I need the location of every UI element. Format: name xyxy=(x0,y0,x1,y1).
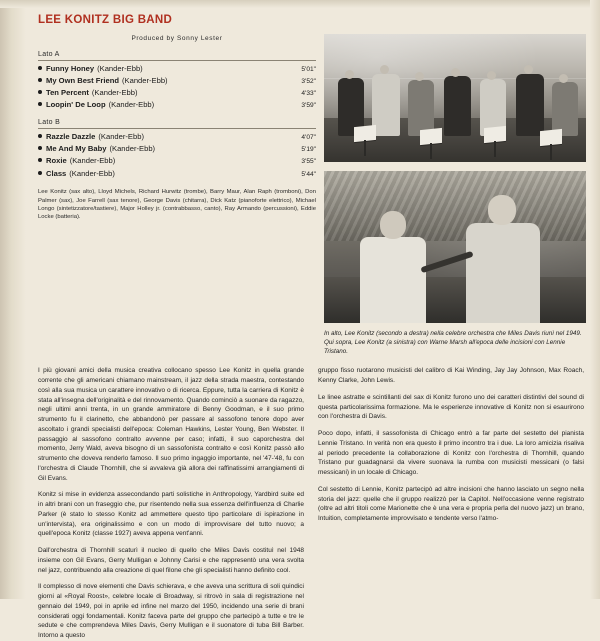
photo-konitz-marsh xyxy=(324,171,586,323)
track-row xyxy=(38,133,316,142)
track-title: Funny Honey xyxy=(46,63,95,73)
bullet-icon xyxy=(38,102,42,106)
photo-figure-right-head xyxy=(488,195,516,225)
body-paragraph: Il complesso di nove elementi che Davis schierava, e che aveva una scrittura di soli quindici giorni al «Royal Roost», celebre locale di Broadway, si ritrovò in sala di registrazione nel gennaio del 1949, poi in aprile ed infine nel marzo del 1950, incidendo una serie di brani considerati oggi fondamentali. Konitz faceva parte del gruppo che partecipò a tutte e tre le sedute e che comprendeva Miles Davis, Gerry Mulligan e il suonatore di tuba Bill Barber. Intorno a questo xyxy=(38,583,304,640)
photo-figure-head xyxy=(487,71,496,80)
track-composer: (Kander-Ebb) xyxy=(91,88,138,98)
top-section xyxy=(30,34,586,356)
body-paragraph: Konitz si mise in evidenza assecondando parti solistiche in Anthropology, Yardbird suite ed in altri brani con un fraseggio che, pur risentendo nella sua essenza dell'influenza di Charlie Parker (è stato lo stesso Konitz ad ammettere questo tipo particolare di ispirazione in un'intervista), era originalissimo e con un modo di improvvisare del tutto nuovo; a quell'epoca Konitz (classe 1927) aveva appena vent'anni. xyxy=(38,491,304,538)
track-duration: 3'55" xyxy=(301,158,316,166)
track-title: Roxie xyxy=(46,156,67,166)
track-row xyxy=(38,170,316,179)
track-title: Me And My Baby xyxy=(46,143,107,153)
liner-notes-body xyxy=(30,366,586,641)
photo-figure-head xyxy=(380,65,389,74)
photo-figure xyxy=(408,80,434,136)
track-row xyxy=(38,89,316,98)
track-duration: 3'59" xyxy=(301,102,316,110)
track-title: My Own Best Friend xyxy=(46,75,119,85)
music-stand-leg xyxy=(430,143,432,159)
track-duration: 5'19" xyxy=(301,145,316,153)
music-stand-leg xyxy=(550,144,552,160)
photo-caption: In alto, Lee Konitz (secondo a destra) nella celebre orchestra che Miles Davis riunì nel 1949. Qui sopra, Lee Konitz (a sinistra) con Warne Marsh all'epoca delle incisioni con Lennie Tristano. xyxy=(324,330,582,356)
track-composer: (Kander-Ebb) xyxy=(108,100,155,110)
track-composer: (Kander-Ebb) xyxy=(69,156,116,166)
page-right-edge-shadow xyxy=(590,0,600,599)
photo-figure xyxy=(444,76,471,136)
track-duration: 3'52" xyxy=(301,77,316,85)
track-duration: 4'33" xyxy=(301,90,316,98)
track-duration: 5'44" xyxy=(301,170,316,178)
track-composer: (Kander-Ebb) xyxy=(98,131,144,141)
body-column-left xyxy=(38,366,304,641)
track-title: Razzle Dazzle xyxy=(46,131,96,141)
side-a-label: Lato A xyxy=(38,51,316,61)
photo-figure-head xyxy=(559,74,568,83)
photo-figure-head xyxy=(451,68,460,77)
photo-figure-head xyxy=(415,72,424,81)
track-composer: (Kander-Ebb) xyxy=(97,63,143,73)
bullet-icon xyxy=(38,78,42,82)
photos-column xyxy=(324,34,586,356)
track-composer: (Kander-Ebb) xyxy=(109,143,156,153)
photo-figure-left xyxy=(360,237,426,323)
page-top-edge-shadow xyxy=(0,0,600,8)
body-paragraph: Dall'orchestra di Thornhill scaturì il nucleo di quello che Miles Davis costituì nel 1948 insieme con Gil Evans, Gerry Mulligan e Johnny Carisi e che rappresentò una vera svolta nel jazz, contribuendo alla creazione di quel filone che gli specialisti hanno definito cool. xyxy=(38,547,304,574)
page-content xyxy=(30,10,586,640)
body-column-right xyxy=(318,366,584,641)
track-duration: 4'07" xyxy=(301,133,316,141)
body-paragraph: Col sestetto di Lennie, Konitz partecipò ad altre incisioni che hanno lasciato un segno nella storia del jazz: quelle che il gruppo realizzò per la Capitol. Nell'occasione venne registrato (oltre ad altri titoli come Marionette che è una vera e propria perla del nuovo jazz) un brano, Intuition, completamente improvvisato e tendente verso l'atmo- xyxy=(318,485,584,523)
track-row xyxy=(38,77,316,86)
bullet-icon xyxy=(38,134,42,138)
track-row xyxy=(38,145,316,154)
photo-foliage xyxy=(324,171,586,241)
photo-figure-right xyxy=(466,223,540,323)
body-paragraph: Le linee astratte e scintillanti del sax di Konitz furono uno dei caratteri distintivi del sound di questa particolarissima formazione. Ma le esperienze innovative di Konitz non si esaurirono con l'orchestra di Davis. xyxy=(318,393,584,421)
bullet-icon xyxy=(38,146,42,150)
photo-miles-davis-orchestra xyxy=(324,34,586,162)
bullet-icon xyxy=(38,171,42,175)
photo-figure-left-head xyxy=(380,211,406,239)
bullet-icon xyxy=(38,158,42,162)
track-duration: 5'01" xyxy=(301,65,316,73)
photo-figure xyxy=(516,74,544,136)
photo-figure-head xyxy=(524,65,533,74)
body-paragraph: gruppo fisso ruotarono musicisti del calibro di Kai Winding, Jay Jay Johnson, Max Roach, Kenny Clarke, John Lewis. xyxy=(318,367,584,385)
side-b-block xyxy=(38,119,316,178)
page-left-edge-shadow xyxy=(0,0,26,599)
side-b-label: Lato B xyxy=(38,119,316,129)
bullet-icon xyxy=(38,90,42,94)
album-title: LEE KONITZ BIG BAND xyxy=(38,14,173,26)
track-title: Class xyxy=(46,168,67,178)
produced-by-credit: Produced by Sonny Lester xyxy=(131,35,223,42)
track-row xyxy=(38,101,316,110)
music-stand-leg xyxy=(494,141,496,157)
photo-figure xyxy=(372,74,400,136)
photo-figure xyxy=(552,82,578,136)
personnel-credits: Lee Konitz (sax alto), Lloyd Michels, Richard Hurwitz (trombe), Barry Maur, Alan Raph (tromboni), Don Palmer (sax), Joe Farrell (sax tenore), George Davis (chitarra), Dick Katz (pianoforte elettrico), Michael Longo (sintetizzatore/tastiere), Major Holley jr. (contrabbasso, canto), Ray Armando (percussioni), Eddie Locke (batteria). xyxy=(38,189,316,221)
body-paragraph: I più giovani amici della musica creativa collocano spesso Lee Konitz in quella grande corrente che gli americani chiamano mainstream, il jazz della strada maestra, contestando così alla sua musica un carattere innovativo o di ricerca. Eppure, tutta la carriera di Konitz è stata all'insegna dell'originalità e del rinnovamento. Quando cominciò a suonare da ragazzo, negli ultimi anni trenta, in un grande ammiratore di Benny Goodman, e il suo primo strumento fu il clarinetto, che abbandonò per passare al sassofono tenore dopo aver ascoltato i grandi specialisti dell'epoca: Coleman Hawkins, Lester Young, Ben Webster. Il passaggio al sassofono contralto avvenne per caso; infatti, il suo caporchestra del momento, Jerry Wald, aveva bisogno di un sassofonista contralto e così Konitz passò allo strumento che doveva renderlo famoso. Il suo primo ingaggio importante, nel '47-'48, fu con l'orchestra di Claude Thornhill, che si avvaleva già allora dei raffinatissimi arrangiamenti di Gil Evans. xyxy=(38,367,304,482)
track-row xyxy=(38,157,316,166)
track-row xyxy=(38,65,316,74)
track-composer: (Kander-Ebb) xyxy=(69,168,115,178)
photo-figure-head xyxy=(345,70,354,79)
track-title: Loopin' De Loop xyxy=(46,100,106,110)
tracklist-column xyxy=(30,34,316,356)
bullet-icon xyxy=(38,66,42,70)
track-title: Ten Percent xyxy=(46,88,89,98)
track-composer: (Kander-Ebb) xyxy=(122,75,168,85)
music-stand-leg xyxy=(364,140,366,156)
body-paragraph: Poco dopo, infatti, il sassofonista di Chicago entrò a far parte del sestetto del pianista Lennie Tristano. In verità non era questo il primo incontro tra i due. La loro amicizia risaliva al periodo precedente la collaborazione di Konitz con l'orchestra di Thornhill, quando Tristano pur guadagnarsi da vivere suonava la rumba con musicisti messicani (o falsi messicani) in un locale di Chicago. xyxy=(318,430,584,477)
side-a-block xyxy=(38,51,316,110)
